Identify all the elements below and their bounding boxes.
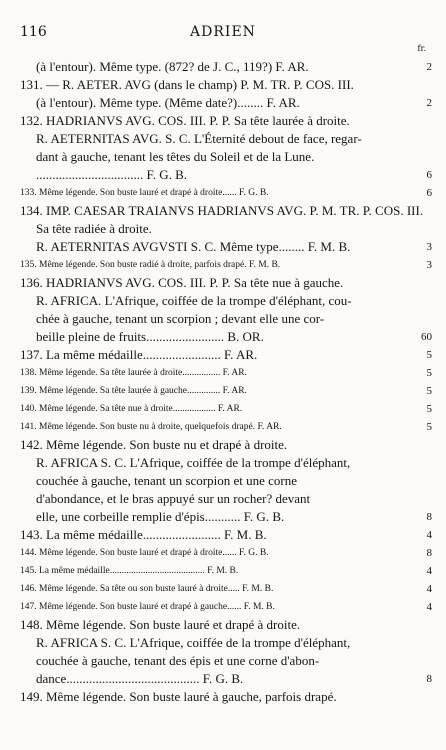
entry-line	[20, 130, 438, 148]
entry-text: 147. Même légende. Son buste lauré et drapé à gauche...... F. M. B.	[20, 602, 275, 612]
entry-text: 132. HADRIANVS AVG. COS. III. P. P. Sa tête laurée à droite.	[20, 113, 350, 128]
entry-text: dance......................................... F. G. B.	[36, 671, 244, 686]
entry-text: (à l'entour). Même type. (Même date?)........ F. AR.	[36, 95, 300, 110]
entry-text: R. AETERNITAS AVG. S. C. L'Éternité debout de face, regar-	[36, 131, 362, 146]
entry-line	[20, 400, 438, 418]
entry-line	[20, 454, 438, 472]
entry-line	[20, 76, 438, 94]
entry-value: 4	[426, 529, 432, 541]
entry-line	[20, 418, 438, 436]
entry-value: 5	[426, 349, 432, 361]
entry-line	[20, 670, 438, 688]
entry-text: ................................. F. G. B.	[36, 167, 187, 182]
entry-value: 5	[426, 367, 432, 379]
entry-value: 3	[426, 241, 432, 253]
entry-line	[20, 166, 438, 184]
entry-line	[20, 310, 438, 328]
entry-line	[20, 202, 438, 220]
column-label: fr.	[417, 44, 426, 53]
entry-text: d'abondance, et le bras appuyé sur un rocher? devant	[36, 491, 311, 506]
entry-text: Sa tête radiée à droite.	[36, 221, 152, 236]
entry-line	[20, 598, 438, 616]
entry-line	[20, 256, 438, 274]
entry-text: 149. Même légende. Son buste lauré à gauche, parfois drapé.	[20, 689, 337, 704]
entry-value: 5	[426, 403, 432, 415]
entry-line	[20, 382, 438, 400]
entry-line	[20, 328, 438, 346]
entry-line	[20, 472, 438, 490]
entry-value: 5	[426, 385, 432, 397]
entry-text: R. AFRICA. L'Afrique, coiffée de la trompe d'éléphant, cou-	[36, 293, 352, 308]
entry-line	[20, 544, 438, 562]
entry-text: 136. HADRIANVS AVG. COS. III. P. P. Sa tête nue à gauche.	[20, 275, 344, 290]
entry-line	[20, 112, 438, 130]
entry-line	[20, 148, 438, 166]
entry-value: 2	[426, 61, 432, 73]
entry-list	[20, 58, 438, 706]
page-header	[20, 24, 426, 53]
entry-text: chée à gauche, tenant un scorpion ; devant elle une cor-	[36, 311, 325, 326]
entry-text: 145. La même médaille........................................ F. M. B.	[20, 566, 239, 576]
entry-line	[20, 526, 438, 544]
entry-line	[20, 688, 438, 706]
entry-value: 8	[426, 511, 432, 523]
entry-line	[20, 292, 438, 310]
entry-text: 140. Même légende. Sa tête nue à droite.................. F. AR.	[20, 404, 243, 414]
entry-text: R. AFRICA S. C. L'Afrique, coiffée de la trompe d'éléphant,	[36, 455, 351, 470]
entry-text: 141. Même légende. Son buste nu à droite, quelquefois drapé. F. AR.	[20, 422, 282, 432]
entry-value: 60	[421, 331, 432, 343]
entry-text: elle, une corbeille remplie d'épis........... F. G. B.	[36, 509, 285, 524]
entry-value: 4	[426, 565, 432, 577]
entry-text: couchée à gauche, tenant des épis et une corne d'abon-	[36, 653, 320, 668]
entry-line	[20, 274, 438, 292]
entry-text: 135. Même légende. Son buste radié à droite, parfois drapé. F. M. B.	[20, 260, 281, 270]
entry-line	[20, 58, 438, 76]
entry-text: 138. Même légende. Sa tête laurée à droite................ F. AR.	[20, 368, 247, 378]
entry-text: R. AFRICA S. C. L'Afrique, coiffée de la trompe d'éléphant,	[36, 635, 351, 650]
entry-text: 143. La même médaille........................ F. M. B.	[20, 527, 267, 542]
page-number: 116	[20, 24, 47, 40]
entry-text: R. AETERNITAS AVGVSTI S. C. Même type........ F. M. B.	[36, 239, 351, 254]
entry-value: 8	[426, 547, 432, 559]
entry-value: 6	[426, 169, 432, 181]
entry-line	[20, 364, 438, 382]
entry-line	[20, 220, 438, 238]
entry-line	[20, 562, 438, 580]
entry-value: 2	[426, 97, 432, 109]
entry-text: 146. Même légende. Sa tête ou son buste lauré à droite..... F. M. B.	[20, 584, 274, 594]
entry-line	[20, 238, 438, 256]
running-title: ADRIEN	[190, 24, 256, 40]
entry-text: 148. Même légende. Son buste lauré et drapé à droite.	[20, 617, 301, 632]
entry-text: 144. Même légende. Son buste lauré et drapé à droite...... F. G. B.	[20, 548, 269, 558]
entry-line	[20, 580, 438, 598]
entry-text: 137. La même médaille........................ F. AR.	[20, 347, 258, 362]
entry-text: 139. Même légende. Sa tête laurée à gauche.............. F. AR.	[20, 386, 247, 396]
entry-text: 133. Même légende. Son buste lauré et drapé à droite...... F. G. B.	[20, 188, 269, 198]
entry-text: dant à gauche, tenant les têtes du Soleil et de la Lune.	[36, 149, 315, 164]
entry-line	[20, 634, 438, 652]
entry-line	[20, 490, 438, 508]
entry-text: 142. Même légende. Son buste nu et drapé à droite.	[20, 437, 288, 452]
entry-value: 4	[426, 583, 432, 595]
entry-line	[20, 616, 438, 634]
entry-line	[20, 184, 438, 202]
entry-value: 6	[426, 187, 432, 199]
entry-line	[20, 436, 438, 454]
entry-text: 134. IMP. CAESAR TRAIANVS HADRIANVS AVG. P. M. TR. P. COS. III.	[20, 203, 424, 218]
entry-line	[20, 94, 438, 112]
entry-line	[20, 346, 438, 364]
entry-value: 3	[426, 259, 432, 271]
entry-text: 131. — R. AETER. AVG (dans le champ) P. M. TR. P. COS. III.	[20, 77, 354, 92]
entry-value: 4	[426, 601, 432, 613]
entry-text: beille pleine de fruits........................ B. OR.	[36, 329, 264, 344]
entry-text: (à l'entour). Même type. (872? de J. C., 119?) F. AR.	[36, 59, 309, 74]
entry-line	[20, 652, 438, 670]
entry-line	[20, 508, 438, 526]
entry-text: couchée à gauche, tenant un scorpion et une corne	[36, 473, 297, 488]
entry-value: 5	[426, 421, 432, 433]
entry-value: 8	[426, 673, 432, 685]
